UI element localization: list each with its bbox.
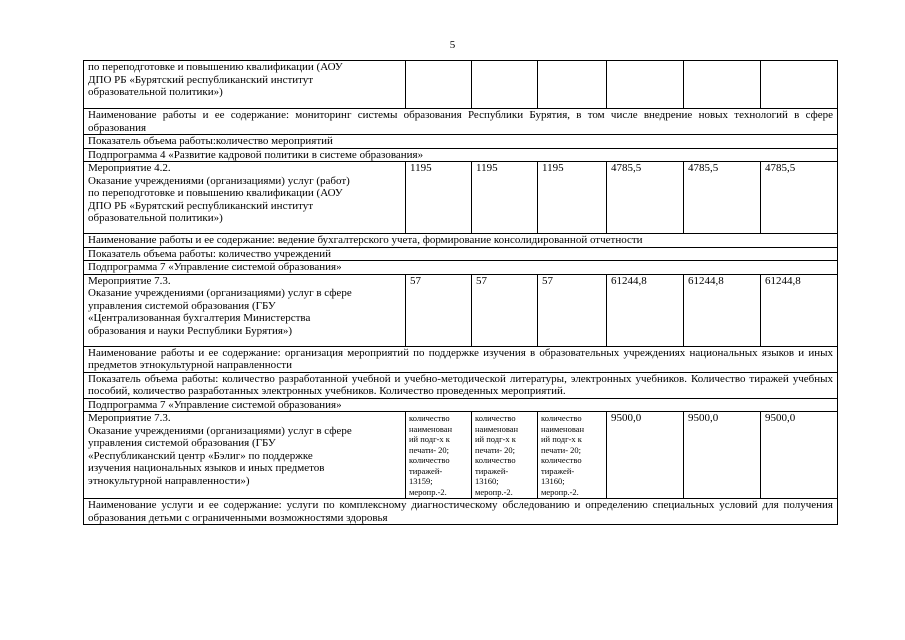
value-cell	[538, 61, 607, 109]
table-row	[84, 499, 838, 525]
value-cell	[607, 61, 684, 109]
value-cell: 1195	[406, 162, 472, 234]
value-cell: 4785,5	[684, 162, 761, 234]
volume-indicator: Показатель объема работы:количество мероприятий	[84, 135, 838, 149]
table-row	[84, 247, 838, 261]
work-description: Наименование работы и ее содержание: организация мероприятий по поддержке изучения в образовательных учреждениях национальных языков и иных предметов этнокультурной направленности	[84, 346, 838, 372]
activity-description: Мероприятие 7.3. Оказание учреждениями (организациями) услуг в сфере управления системой образования (ГБУ «Республиканский центр «Бэлиг» по поддержке изучения национальных языков и иных предметов этнокультурной направленности»)	[84, 412, 406, 499]
work-description: Наименование работы и ее содержание: ведение бухгалтерского учета, формирование консолидированной отчетности	[84, 234, 838, 248]
table-row	[84, 346, 838, 372]
table-row	[84, 109, 838, 135]
value-cell	[761, 61, 838, 109]
table-row	[84, 372, 838, 398]
value-cell: 1195	[538, 162, 607, 234]
activity-description: Мероприятие 4.2. Оказание учреждениями (организациями) услуг (работ) по переподготовке и повышению квалификации (АОУ ДПО РБ «Бурятский республиканский институт образовательной политики»)	[84, 162, 406, 234]
table-row	[84, 412, 838, 499]
value-cell: 61244,8	[607, 274, 684, 346]
value-cell: 4785,5	[607, 162, 684, 234]
table-row	[84, 274, 838, 346]
table-row	[84, 135, 838, 149]
volume-indicator: Показатель объема работы: количество разработанной учебной и учебно-методической литературы, электронных учебников. Количество тиражей учебных пособий, количество разработанных электронных учебников. Количество проведенных мероприятий.	[84, 372, 838, 398]
value-cell: количество наименован ий подг-х к печати- 20; количество тиражей- 13160; меропр.-2.	[538, 412, 607, 499]
value-cell: 61244,8	[684, 274, 761, 346]
table-row	[84, 148, 838, 162]
budget-table	[83, 60, 838, 525]
value-cell: количество наименован ий подг-х к печати- 20; количество тиражей- 13159; меропр.-2.	[406, 412, 472, 499]
value-cell: 1195	[472, 162, 538, 234]
value-cell: 4785,5	[761, 162, 838, 234]
table-row	[84, 162, 838, 234]
subprogram-heading: Подпрограмма 4 «Развитие кадровой политики в системе образования»	[84, 148, 838, 162]
table-row	[84, 261, 838, 275]
value-cell	[406, 61, 472, 109]
service-description: Наименование услуги и ее содержание: услуги по комплексному диагностическому обследованию и определению специальных условий для получения образования детьми с ограниченными возможностями здоровья	[84, 499, 838, 525]
table-row	[84, 398, 838, 412]
work-description: Наименование работы и ее содержание: мониторинг системы образования Республики Бурятия, в том числе внедрение новых технологий в сфере образования	[84, 109, 838, 135]
value-cell	[684, 61, 761, 109]
value-cell	[472, 61, 538, 109]
activity-description: по переподготовке и повышению квалификации (АОУ ДПО РБ «Бурятский республиканский институт образовательной политики»)	[84, 61, 406, 109]
subprogram-heading: Подпрограмма 7 «Управление системой образования»	[84, 261, 838, 275]
activity-description: Мероприятие 7.3. Оказание учреждениями (организациями) услуг в сфере управления системой образования (ГБУ «Централизованная бухгалтерия Министерства образования и науки Республики Бурятия»)	[84, 274, 406, 346]
value-cell: 9500,0	[684, 412, 761, 499]
value-cell: 57	[472, 274, 538, 346]
value-cell: 57	[538, 274, 607, 346]
page-number: 5	[449, 39, 456, 51]
table-row	[84, 61, 838, 109]
value-cell: 61244,8	[761, 274, 838, 346]
value-cell: 57	[406, 274, 472, 346]
table-row	[84, 234, 838, 248]
volume-indicator: Показатель объема работы: количество учреждений	[84, 247, 838, 261]
value-cell: 9500,0	[761, 412, 838, 499]
subprogram-heading: Подпрограмма 7 «Управление системой образования»	[84, 398, 838, 412]
value-cell: 9500,0	[607, 412, 684, 499]
value-cell: количество наименован ий подг-х к печати- 20; количество тиражей- 13160; меропр.-2.	[472, 412, 538, 499]
